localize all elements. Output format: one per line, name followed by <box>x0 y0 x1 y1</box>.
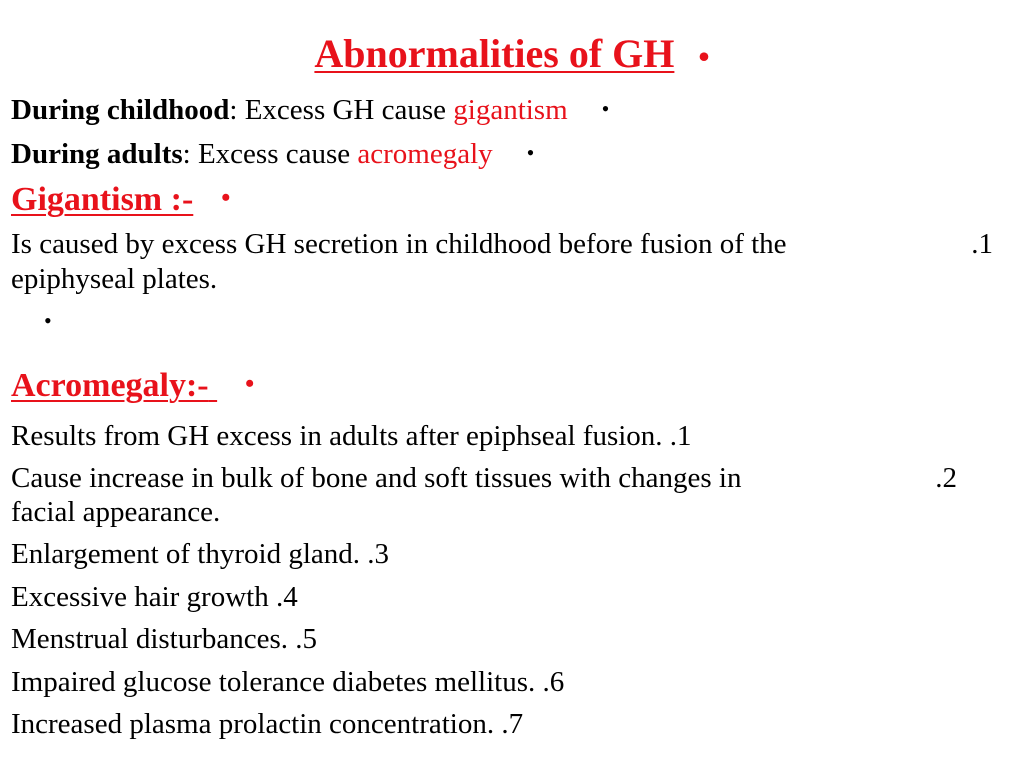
acromegaly-heading <box>11 364 254 406</box>
intro-label-childhood: During childhood <box>11 94 230 126</box>
acromegaly-point-7: Increased plasma prolactin concentration. .7 <box>11 708 524 740</box>
intro-bullet-childhood: • <box>601 96 610 121</box>
acromegaly-point-2-number: .2 <box>935 462 957 494</box>
gigantism-heading <box>11 178 230 220</box>
acromegaly-heading-bullet: • <box>245 369 255 398</box>
gigantism-point-1 <box>11 227 1013 261</box>
empty-bullet: • <box>44 308 52 333</box>
intro-bullet-adults: • <box>526 140 535 165</box>
intro-line-childhood <box>11 92 609 127</box>
gigantism-heading-text: Gigantism :- <box>11 181 194 218</box>
gigantism-point-1-text: Is caused by excess GH secretion in childhood before fusion of the <box>11 228 787 260</box>
gigantism-point-1-number: .1 <box>971 228 993 260</box>
intro-text-adults: : Excess cause <box>182 138 358 170</box>
intro-highlight-acromegaly: acromegaly <box>357 138 493 170</box>
intro-line-adults <box>11 136 534 171</box>
acromegaly-point-4: Excessive hair growth .4 <box>11 581 298 613</box>
acromegaly-heading-text: Acromegaly:- <box>11 367 209 404</box>
acromegaly-point-6: Impaired glucose tolerance diabetes mellitus. .6 <box>11 666 565 698</box>
slide-title-text: Abnormalities of GH <box>314 31 675 76</box>
acromegaly-point-1: Results from GH excess in adults after epiphseal fusion. .1 <box>11 420 692 452</box>
acromegaly-point-2-text: Cause increase in bulk of bone and soft tissues with changes in <box>11 462 742 494</box>
gigantism-heading-bullet: • <box>221 183 231 212</box>
acromegaly-point-2-continued: facial appearance. <box>11 496 221 528</box>
intro-label-adults: During adults <box>11 138 183 170</box>
gigantism-point-1-continued: epiphyseal plates. <box>11 263 218 295</box>
intro-highlight-gigantism: gigantism <box>453 94 568 126</box>
acromegaly-point-5: Menstrual disturbances. .5 <box>11 623 318 655</box>
title-bullet: • <box>698 38 710 74</box>
acromegaly-point-3: Enlargement of thyroid gland. .3 <box>11 538 389 570</box>
intro-text-childhood: : Excess GH cause <box>229 94 454 126</box>
acromegaly-point-2 <box>11 461 977 495</box>
slide-title <box>0 30 1024 80</box>
